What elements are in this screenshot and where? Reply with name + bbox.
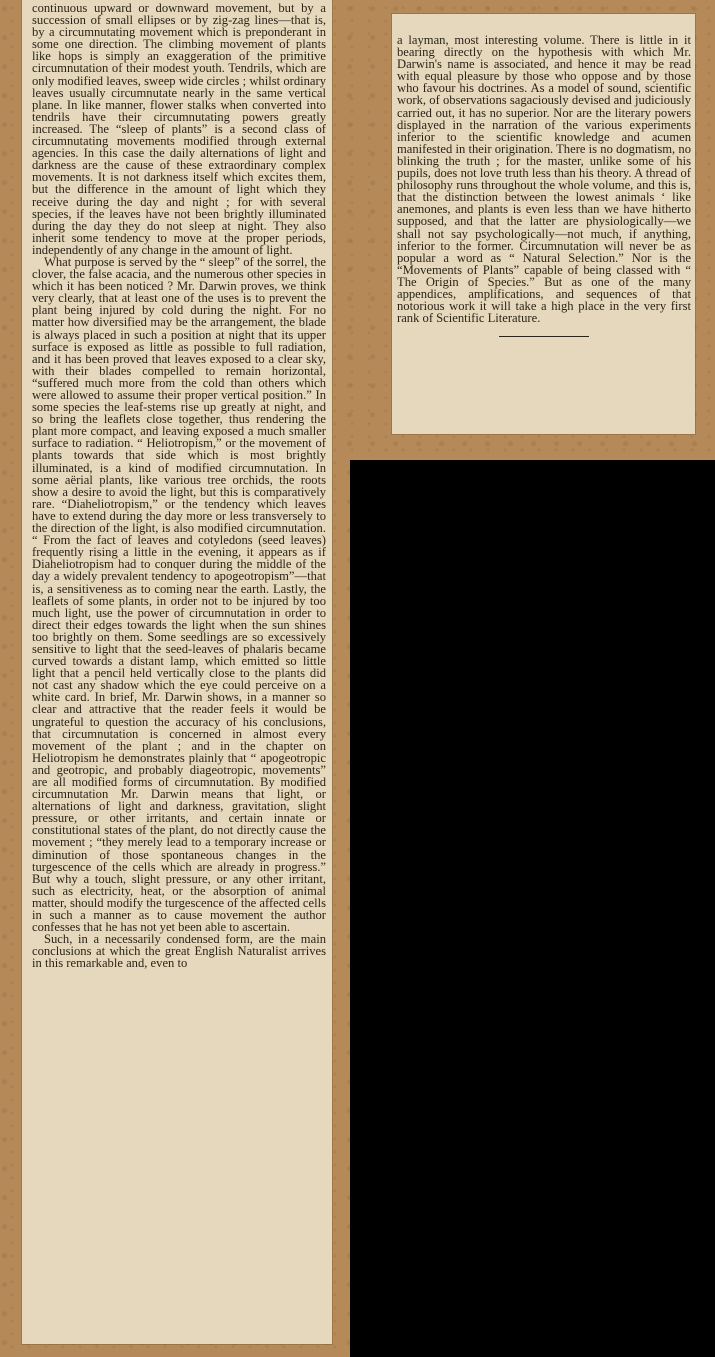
newspaper-clipping-right xyxy=(392,14,695,434)
paragraph: What purpose is served by the “ sleep” of the sorrel, the clover, the false acacia, and the numerous other species in which it has been noticed ? Mr. Darwin proves, we think very clearly, that at least one of the uses is to prevent the plant being injured by cold during the night. For no matter how diversified may be the arrangement, the blade is always placed in such a position at night that its upper surface is exposed as little as possible to full radiation, and it has been proved that leaves exposed to a clear sky, with their blades compelled to remain horizontal, “suffered much more from the cold than others which were allowed to assume their proper vertical position.” In some species the leaf-stems rise up greatly at night, and so bring the leaflets close together, thus rendering the plant more compact, and leaving exposed a much smaller surface to radiation. “ Heliotropism,” or the movement of plants towards that side which is most brightly illuminated, is a kind of modified circumnutation. In some aërial plants, like various tree orchids, the roots show a desire to avoid the light, but this is comparatively rare. “Diaheliotropism,” or the tendency which leaves have to extend during the day more or less transversely to the direction of the light, is also modified circumnutation. “ From the fact of leaves and cotyledons (seed leaves) frequently rising a little in the evening, it appears as if Diaheliotropism had to conquer during the middle of the day a widely prevalent tendency to apogeotropism”—that is, a sensitiveness as to coming near the earth. Lastly, the leaflets of some plants, in order not to be injured by too much light, use the power of circumnutation in order to direct their edges towards the light when the sun shines too brightly on them. Some seedlings are so excessively sensitive to light that the seed-leaves of phalaris became curved towards a distant lamp, which emitted so little light that a pencil held vertically close to the plants did not cast any shadow which the eye could perceive on a white card. In brief, Mr. Darwin shows, in a manner so clear and attractive that the reader feels it would be ungrateful to question the accuracy of his conclusions, that circumnutation is concerned in almost every movement of the plant ; and in the chapter on Heliotropism he demonstrates plainly that “ apogeotropic and geotropic, and probably diageotropic, movements” are all modified forms of circumnutation. By modified circumnutation Mr. Darwin means that light, or alternations of light and darkness, gravitation, slight pressure, or other irritants, and certain innate or constitutional states of the plant, do not directly cause the movement ; “they merely lead to a temporary increase or diminution of those spontaneous changes in the turgescence of the cells which are already in progress.” But why a touch, slight pressure, or any other irritant, such as electricity, heat, or the absorption of animal matter, should modify the turgescence of the affected cells in such a manner as to cause movement the author confesses that he has not yet been able to ascertain. xyxy=(32,254,326,935)
paragraph: Such, in a necessarily condensed form, are the main conclusions at which the great English Naturalist arrives in this remarkable and, even to xyxy=(32,932,326,971)
newspaper-clipping-left xyxy=(22,0,332,1344)
closing-rule xyxy=(499,336,589,337)
paragraph: continuous upward or downward movement, but by a succession of small ellipses or by zig-zag lines—that is, by a circumnutating movement which is preponderant in some one direction. The climbing movement of plants like hops is simply an exaggeration of the primitive circumnutation of their modest youth. Tendrils, which are only modified leaves, sweep wide circles ; whilst ordinary leaves usually circumnutate nearly in the same vertical plane. In like manner, flower stalks when converted into tendrils have their circumnutating powers greatly increased. The “sleep of plants” is a second class of circumnutating movements modified through external agencies. In this case the daily alternations of light and darkness are the cause of these extraordinary complex movements. It is not darkness itself which excites them, but the difference in the amount of light which they receive during the day and night ; for with several species, if the leaves have not been brightly illuminated during the day they do not sleep at night. They also inherit some tendency to move at the proper periods, independently of any change in the amount of light. xyxy=(32,1,326,257)
blank-area xyxy=(350,460,715,1357)
paragraph: a layman, most interesting volume. There is little in it bearing directly on the hypothesis with which Mr. Darwin's name is associated, and hence it may be read with equal pleasure by those who oppose and by those who favour his doctrines. As a model of sound, scientific work, of observations sagaciously devised and judiciously carried out, it has no superior. Nor are the literary powers displayed in the narration of the various experiments inferior to the scientific knowledge and acumen manifested in their origination. There is no dogmatism, no blinking the truth ; for the master, unlike some of his pupils, does not love truth less than his theory. A thread of philosophy runs throughout the whole volume, and this is, that the distinction between the lowest animals ‘ like anemones, and plants is even less than we have hitherto supposed, and that the latter are physiologically—we shall not say psychologically—not much, if anything, inferior to the former. Circumnutation will never be as popular a word as “ Natural Selection.” Nor is the “Movements of Plants” capable of being classed with “ The Origin of Species.” But as one of the many appendices, amplifications, and sequences of that notorious work it will take a high place in the very first rank of Scientific Literature. xyxy=(397,33,691,326)
